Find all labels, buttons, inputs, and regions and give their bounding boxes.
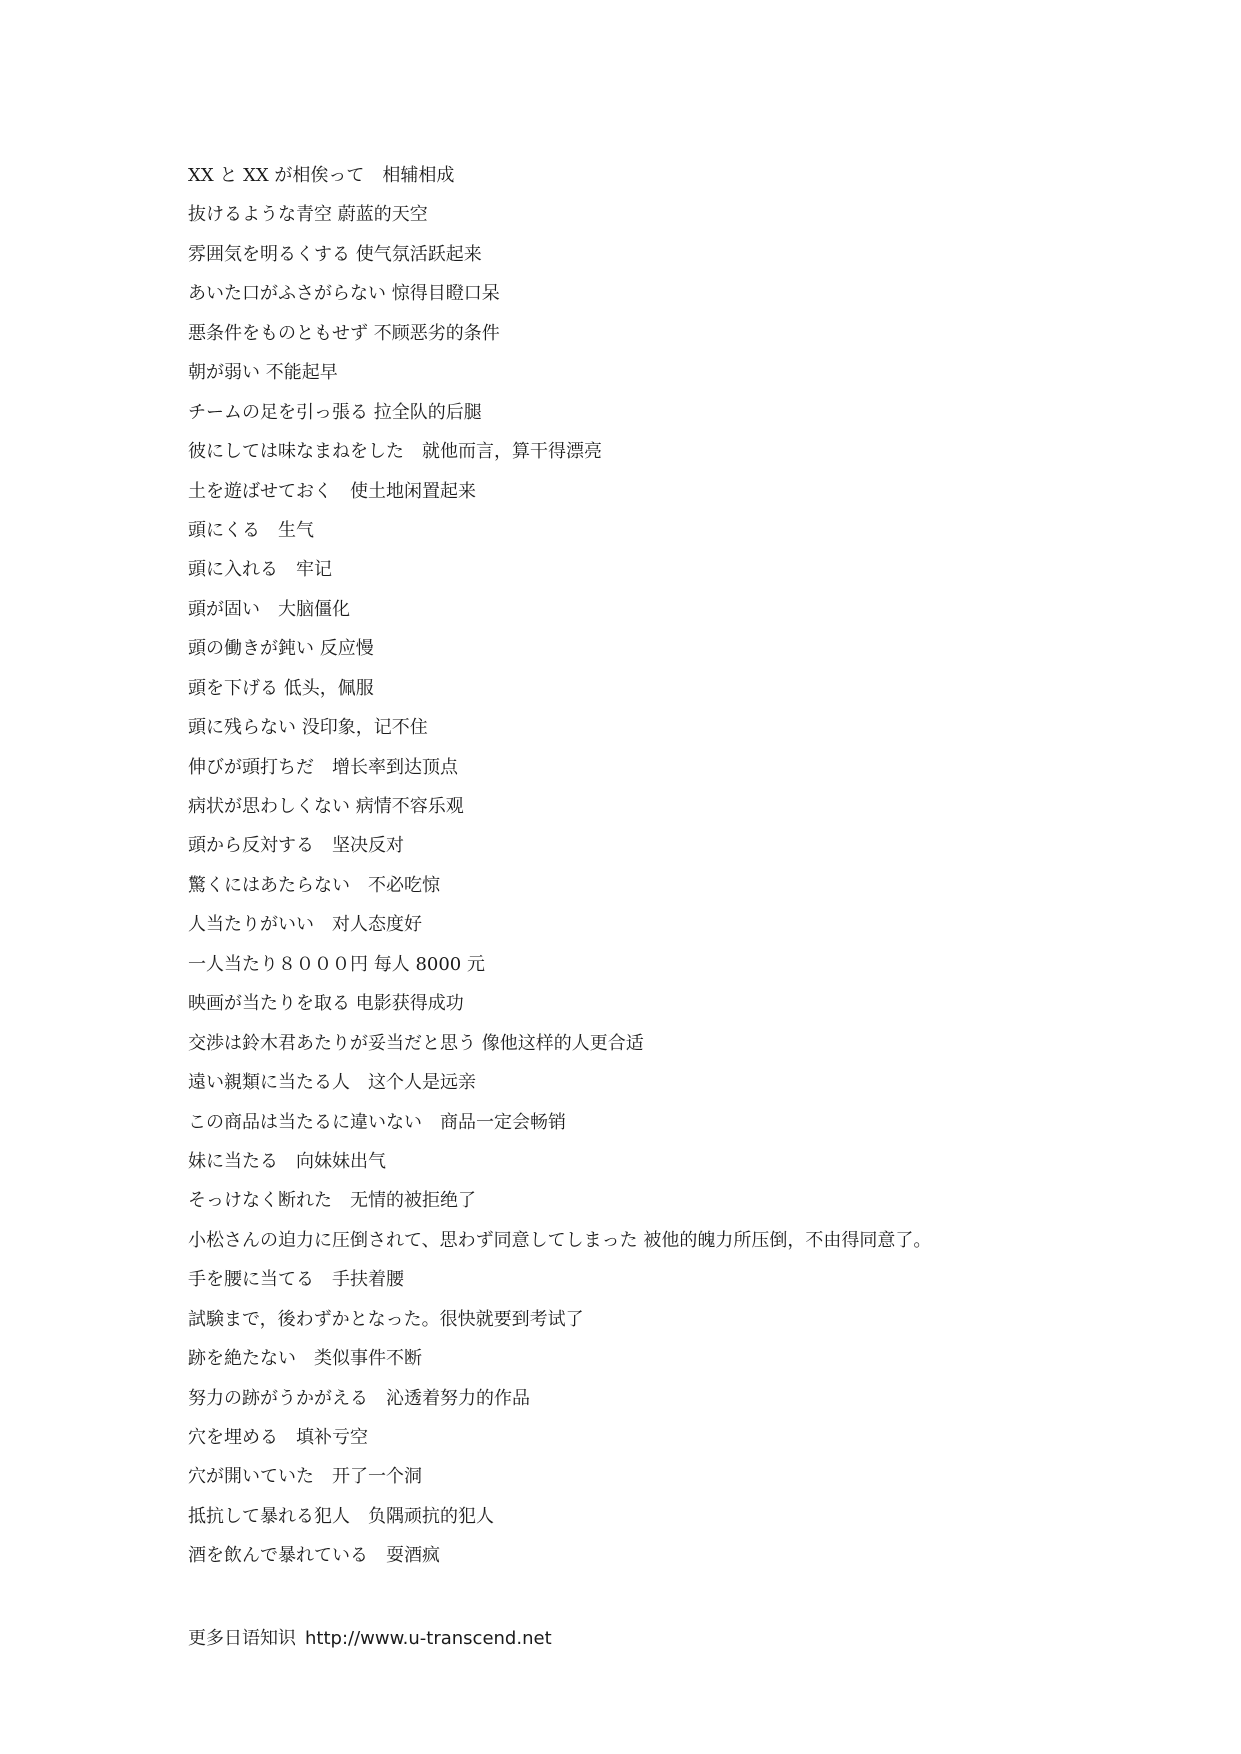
phrase-line: 妹に当たる 向妹妹出气 [188,1150,386,1172]
phrase-line: チームの足を引っ張る 拉全队的后腿 [188,401,482,423]
phrase-line: あいた口がふさがらない 惊得目瞪口呆 [188,283,500,305]
phrase-line: 病状が思わしくない 病情不容乐观 [188,796,464,817]
phrase-line: 穴が開いていた 开了一个洞 [188,1466,422,1488]
footer-label: 更多日语知识 [188,1628,296,1649]
phrase-line: 手を腰に当てる 手扶着腰 [188,1269,404,1291]
phrase-line: 努力の跡がうかがえる 沁透着努力的作品 [188,1387,530,1409]
phrase-line: 悪条件をものともせず 不顾恶劣的条件 [188,322,500,344]
phrase-line: この商品は当たるに違いない 商品一定会畅销 [188,1111,566,1133]
phrase-line: 酒を飲んで暴れている 耍酒疯 [188,1545,440,1567]
phrase-line: 抵抗して暴れる犯人 负隅顽抗的犯人 [188,1505,494,1527]
phrase-line: 人当たりがいい 对人态度好 [188,914,422,936]
phrase-line: 一人当たり８０００円 每人 8000 元 [188,953,485,975]
phrase-line: そっけなく断れた 无情的被拒绝了 [188,1190,476,1212]
phrase-line: 頭にくる 生气 [188,519,314,541]
phrase-line: 頭に残らない 没印象，记不住 [188,717,428,739]
phrase-line: 朝が弱い 不能起早 [188,362,338,384]
phrase-line: 頭に入れる 牢记 [188,559,332,581]
phrase-line: 頭の働きが鈍い 反应慢 [188,638,374,660]
phrase-line: 頭を下げる 低头，佩服 [188,677,374,699]
phrase-line: 試験まで，後わずかとなった。很快就要到考试了 [188,1308,584,1330]
phrase-line: 遠い親類に当たる人 这个人是远亲 [188,1072,476,1094]
footer [188,1624,552,1653]
phrase-line: 彼にしては味なまねをした 就他而言，算干得漂亮 [188,441,602,463]
phrase-line: 伸びが頭打ちだ 增长率到达顶点 [188,756,458,778]
phrase-line: 雰囲気を明るくする 使气氛活跃起来 [188,243,482,265]
phrase-line: 土を遊ばせておく 使土地闲置起来 [188,480,476,502]
phrase-line: 頭から反対する 坚决反对 [188,835,404,857]
phrase-line: 驚くにはあたらない 不必吃惊 [188,874,440,896]
phrase-line: 交渉は鈴木君あたりが妥当だと思う 像他这样的人更合适 [188,1032,644,1054]
phrase-line: 跡を絶たない 类似事件不断 [188,1348,422,1370]
phrase-line: 頭が固い 大脑僵化 [188,598,350,620]
phrase-line: 小松さんの迫力に圧倒されて、思わず同意してしまった 被他的魄力所压倒，不由得同意了。 [188,1229,932,1251]
phrase-line: 抜けるような青空 蔚蓝的天空 [188,204,428,226]
phrase-line: 穴を埋める 填补亏空 [188,1427,368,1448]
phrase-line: 映画が当たりを取る 电影获得成功 [188,993,464,1015]
footer-link[interactable]: http://www.u-transcend.net [305,1628,552,1649]
phrase-line: XX と XX が相俟って 相辅相成 [188,165,455,186]
phrase-list [188,162,1198,1582]
